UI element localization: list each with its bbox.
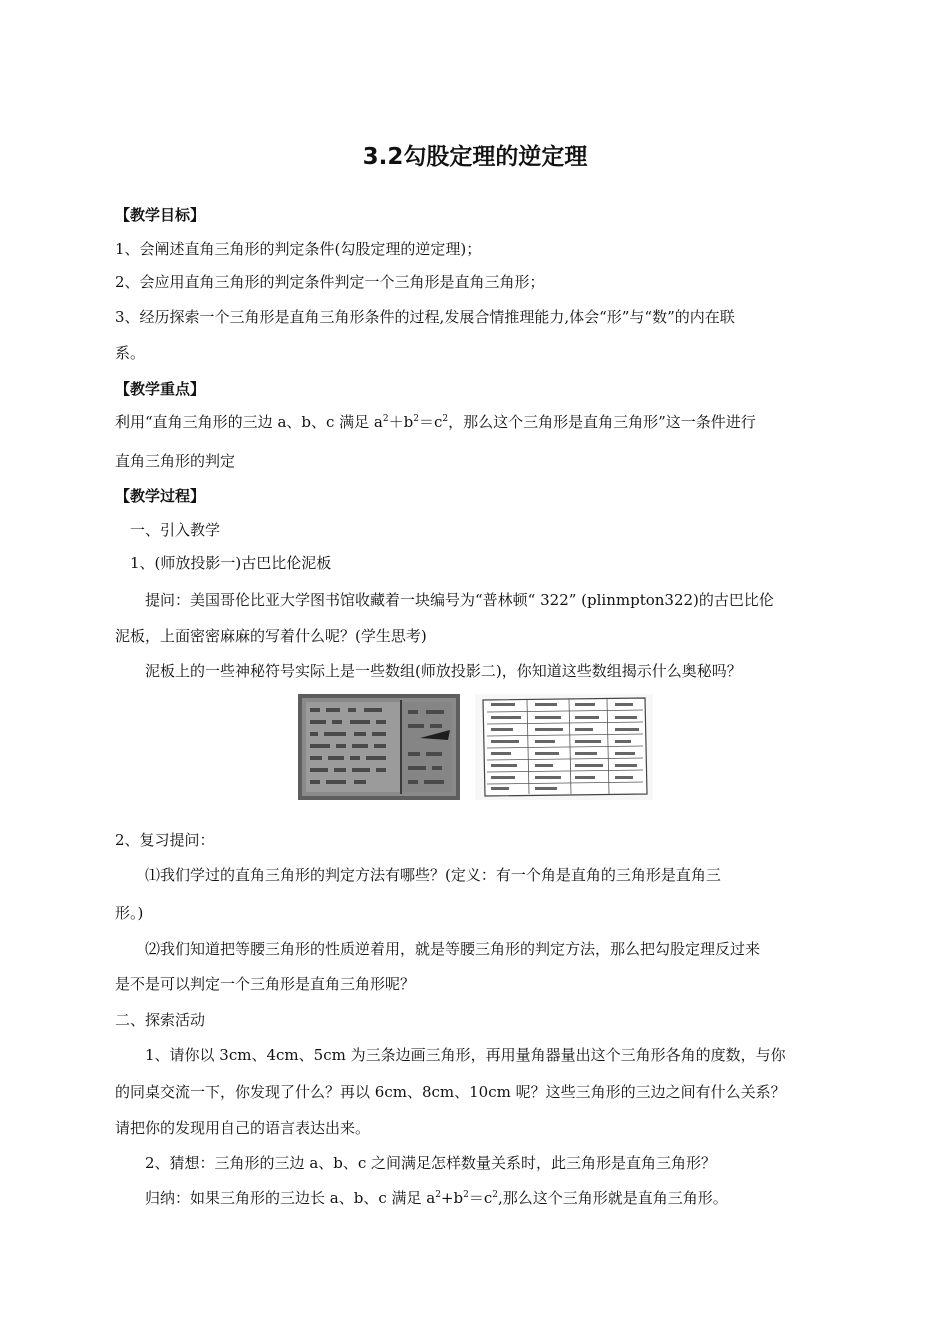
review-q2-line-2: 是不是可以判定一个三角形是直角三角形呢？: [115, 975, 416, 993]
objective-3: 3、经历探索一个三角形是直角三角形条件的过程,发展合情推理能力,体会“形”与“数”的内在联: [115, 308, 735, 326]
question-line-2: 泥板，上面密密麻麻的写着什么呢？(学生思考): [115, 627, 427, 645]
question-line-1: 提问：美国哥伦比亚大学图书馆收藏着一块编号为“普林顿“ 322” (plinmpton322)的古巴比伦: [145, 591, 774, 609]
review-heading: 2、复习提问：: [115, 831, 215, 849]
process-heading: 【教学过程】: [115, 487, 206, 505]
activity-2: 2、猜想：三角形的三边 a、b、c 之间满足怎样数量关系时，此三角形是直角三角形？: [145, 1154, 717, 1172]
activity-1-line-2: 的同桌交流一下，你发现了什么？再以 6cm、8cm、10cm 呢？这些三角形的三边之间有什么关系？: [115, 1083, 786, 1101]
tablet-illustration: [298, 694, 460, 800]
transcript-image: [475, 694, 653, 800]
key-line-2: 直角三角形的判定: [115, 452, 236, 470]
transcript-illustration: [475, 694, 653, 800]
key-heading: 【教学重点】: [115, 380, 206, 398]
activity-1-line-3: 请把你的发现用自己的语言表达出来。: [115, 1119, 371, 1137]
objective-3-cont: 系。: [115, 344, 146, 362]
objective-2: 2、会应用直角三角形的判定条件判定一个三角形是直角三角形；: [115, 273, 545, 291]
key-line-1: 利用“直角三角形的三边 a、b、c 满足 $a^2+b^2=c^2$，那么这个三角形是直角三角形”这一条件进行: [115, 413, 756, 431]
page-title: 3.2勾股定理的逆定理: [362, 144, 588, 170]
review-q1-line-2: 形。): [115, 904, 144, 922]
tablet-text: 泥板上的一些神秘符号实际上是一些数组(师放投影二)，你知道这些数组揭示什么奥秘吗？: [145, 662, 742, 680]
review-q2-line-1: ⑵我们知道把等腰三角形的性质逆着用，就是等腰三角形的判定方法，那么把勾股定理反过来: [145, 940, 761, 958]
part-2-heading: 二、探索活动: [115, 1011, 206, 1029]
clay-tablet-image: [298, 694, 460, 800]
summary: 归纳：如果三角形的三边长 a、b、c 满足 $a^2+b^2=c^2$,那么这个三角形就是直角三角形。: [145, 1189, 728, 1207]
review-q1-line-1: ⑴我们学过的直角三角形的判定方法有哪些？(定义：有一个角是直角的三角形是直角三: [145, 866, 721, 884]
objective-1: 1、会阐述直角三角形的判定条件(勾股定理的逆定理)；: [115, 240, 482, 258]
objectives-heading: 【教学目标】: [115, 206, 206, 224]
item-1: 1、(师放投影一)古巴比伦泥板: [130, 554, 332, 572]
activity-1-line-1: 1、请你以 3cm、4cm、5cm 为三条边画三角形，再用量角器量出这个三角形各角的度数，与你: [145, 1046, 786, 1064]
part-1-heading: 一、引入教学: [130, 521, 221, 539]
